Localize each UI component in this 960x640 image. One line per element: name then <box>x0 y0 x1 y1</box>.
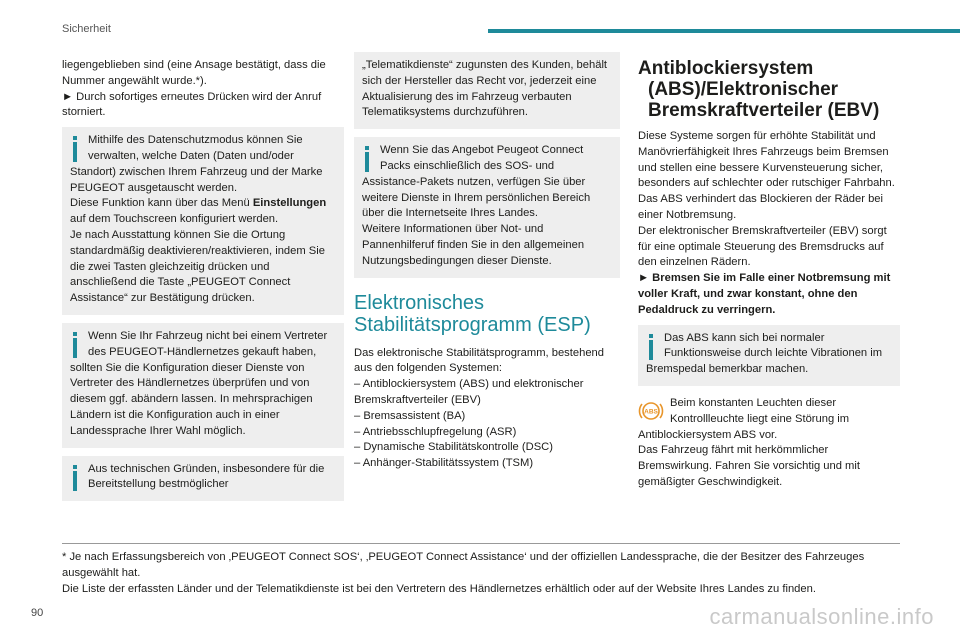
footnote-line: * Je nach Erfassungsbereich von ‚PEUGEOT Connect SOS‘, ‚PEUGEOT Connect Assistance‘ und der offiziellen Landessprache, die der Besitzer des Fahrzeuges ausgewählt hat. <box>62 551 865 579</box>
list-item: – Dynamische Stabilitätskontrolle (DSC) <box>354 441 553 454</box>
info-icon <box>70 332 80 360</box>
column-2 <box>354 58 620 472</box>
paragraph: Der elektronischer Bremskraftverteiler (EBV) sorgt für eine optimale Steuerung des Bremsdrucks auf den einzelnen Rädern. <box>638 224 887 269</box>
info-icon <box>362 146 372 174</box>
note-text: Das ABS kann sich bei normaler Funktionsweise durch leichte Vibrationen im Bremspedal bemerkbar machen. <box>646 331 883 376</box>
menu-name: Einstellungen <box>252 197 327 210</box>
note-text: Je nach Ausstattung können Sie die Ortung standardmäßig deaktivieren/reaktivieren, indem Sie die zwei Tasten gleichzeitig drücken und anschließend die Taste „PEUGEOT Connect Assistance“ zur Bestätigung drücken. <box>70 228 325 305</box>
header-accent-bar <box>488 29 960 33</box>
note-text: „Telematikdienste“ zugunsten des Kunden, behält sich der Hersteller das Recht vor, jederzeit eine Aktualisierung des im Fahrzeug verbauten Telematiksystems durchzuführen. <box>362 59 608 119</box>
list-item: – Antiblockiersystem (ABS) und elektronischer Bremskraftverteiler (EBV) <box>354 378 584 406</box>
svg-text:ABS: ABS <box>644 408 658 416</box>
info-note <box>62 323 344 448</box>
section-title-esp: Elektronisches Stabilitätsprogramm (ESP) <box>354 291 591 336</box>
footnote <box>62 550 902 597</box>
page-number: 90 <box>31 607 44 619</box>
watermark: carmanualsonline.info <box>709 604 934 629</box>
info-icon <box>70 465 80 493</box>
info-note-continued <box>354 52 620 129</box>
info-note <box>638 325 900 386</box>
footnote-divider <box>62 543 900 544</box>
paragraph: ► Durch sofortiges erneutes Drücken wird der Anruf storniert. <box>62 90 322 119</box>
paragraph: Das elektronische Stabilitätsprogramm, bestehend aus den folgenden Systemen: <box>354 346 604 375</box>
note-text: Diese Funktion kann über das Menü Einstellungen auf dem Touchscreen konfiguriert werden. <box>70 197 327 226</box>
column-1 <box>62 58 344 509</box>
note-text: Wenn Sie Ihr Fahrzeug nicht bei einem Vertreter des PEUGEOT-Händlernetzes gekauft haben, sollten Sie die Konfiguration dieser Dienste von Vertreter des Händlernetzes überprüfen und von diesem ggf. abändern lassen. In mehrsprachigen Ländern ist die Konfiguration auch in einer Landessprache Ihrer Wahl möglich. <box>70 329 328 437</box>
note-text: Aus technischen Gründen, insbesondere für die Bereitstellung bestmöglicher <box>88 462 325 491</box>
note-text: Weitere Informationen über Not- und Pannenhilferuf finden Sie in den allgemeinen Nutzungsbedingungen dieser Dienste. <box>362 223 585 267</box>
info-icon <box>646 334 656 362</box>
note-text: Wenn Sie das Angebot Peugeot Connect Packs einschließlich des SOS- und Assistance-Pakets nutzen, verfügen Sie über weitere Dienste in Ihrem persönlichen Bereich über die Internetseite Ihres Landes. <box>362 144 591 220</box>
section-title-abs: Antiblockiersystem (ABS)/Elektronischer Bremskraftverteiler (EBV) <box>638 58 880 121</box>
info-note <box>62 456 344 502</box>
paragraph: liegengeblieben sind (eine Ansage bestätigt, dass die Nummer angewählt wurde.*). <box>62 59 326 87</box>
warning-lamp-info <box>638 396 900 491</box>
list-item: – Antriebsschlupfregelung (ASR) <box>354 425 517 438</box>
esp-system-list <box>354 377 620 472</box>
list-item: – Anhänger-Stabilitätssystem (TSM) <box>354 457 534 470</box>
warning-text: Das Fahrzeug fährt mit herkömmlicher Bremswirkung. Fahren Sie vorsichtig und mit gemäßigter Geschwindigkeit. <box>638 444 860 488</box>
paragraph: Das ABS verhindert das Blockieren der Räder bei einer Notbremsung. <box>638 193 884 221</box>
running-header: Sicherheit <box>62 23 111 35</box>
footnote-line: Die Liste der erfassten Länder und der Telematikdienste ist bei den Vertretern des Händlernetzes erhältlich oder auf der Website Ihres Landes zu finden. <box>62 582 816 595</box>
info-note <box>354 137 620 277</box>
instruction: ► Bremsen Sie im Falle einer Notbremsung mit voller Kraft, und zwar konstant, ohne den Pedaldruck zu verringern. <box>638 272 891 316</box>
info-note <box>62 127 344 315</box>
info-icon <box>70 136 80 164</box>
warning-text: Beim konstanten Leuchten dieser Kontrollleuchte liegt eine Störung im Antiblockiersystem ABS vor. <box>638 396 850 441</box>
list-item: – Bremsassistent (BA) <box>354 409 466 422</box>
note-text: Mithilfe des Datenschutzmodus können Sie verwalten, welche Daten (Daten und/oder Standort) zwischen Ihrem Fahrzeug und der Marke PEUGEOT ausgetauscht werden. <box>70 134 323 194</box>
abs-warning-lamp-icon <box>638 398 664 424</box>
paragraph: Diese Systeme sorgen für erhöhte Stabilität und Manövrierfähigkeit Ihres Fahrzeugs beim Bremsen und stellen eine bessere Kurvensteuerung sicher, besonders auf schlechter oder rutschiger Fahrbahn. <box>638 130 895 190</box>
column-3 <box>638 58 900 491</box>
